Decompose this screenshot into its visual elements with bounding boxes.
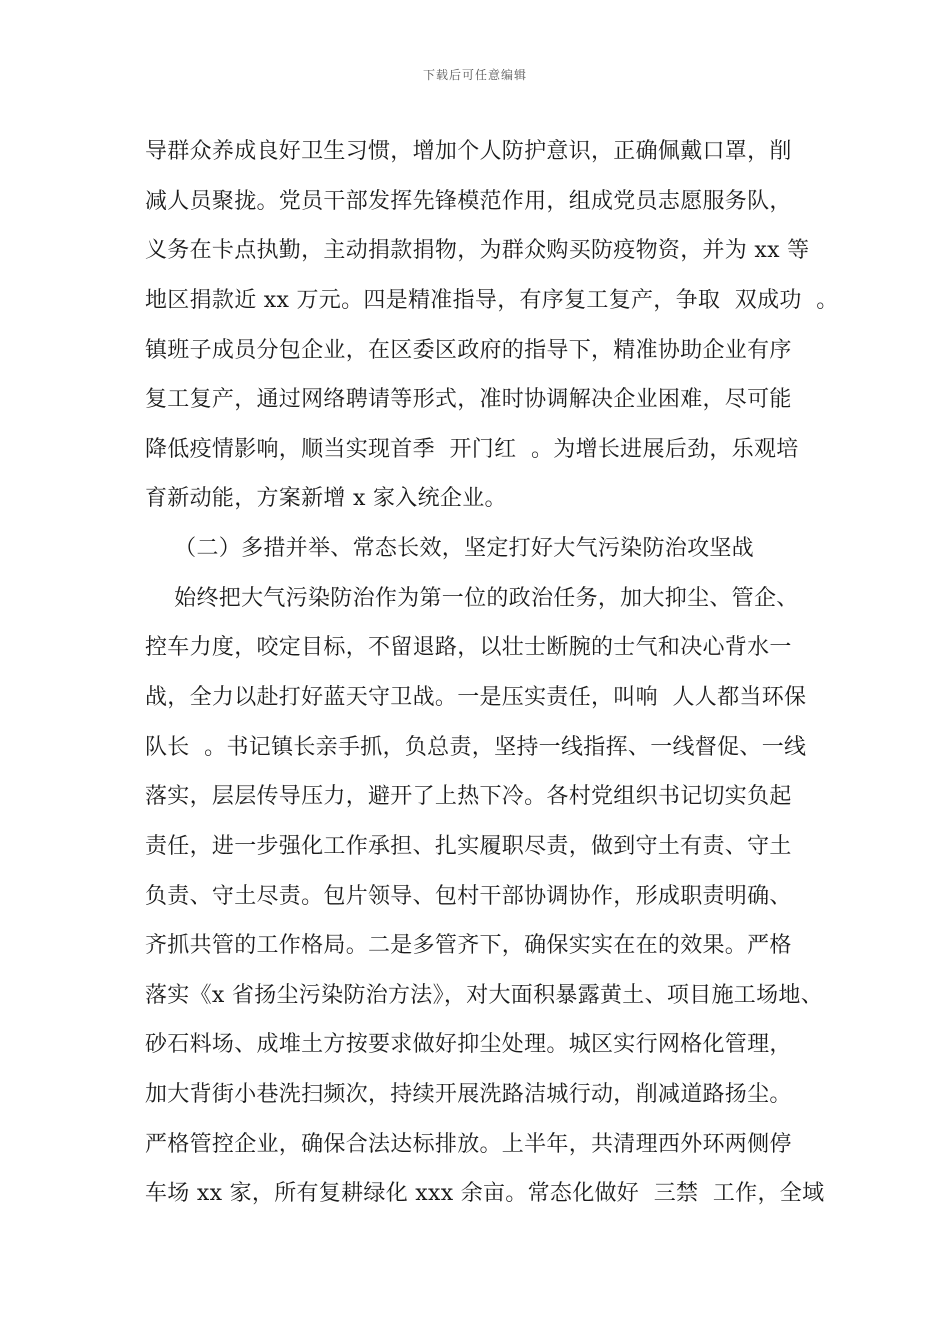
section-heading: （二）多措并举、常态长效，坚定打好大气污染防治攻坚战 [145, 536, 754, 561]
body-line: 负责、守土尽责。包片领导、包村干部协调协作，形成职责明确、 [145, 884, 792, 909]
body-line: 落实，层层传导压力，避开了上热下冷。各村党组织书记切实负起 [145, 784, 792, 809]
page-header: 下载后可任意编辑 [422, 68, 527, 82]
body-line: 育新动能，方案新增 x 家入统企业。 [145, 486, 507, 511]
body-line: 齐抓共管的工作格局。二是多管齐下，确保实实在在的效果。严格 [145, 933, 792, 958]
body-line: 加大背街小巷洗扫频次，持续开展洗路洁城行动，削减道路扬尘。 [145, 1082, 792, 1107]
body-line: 义务在卡点执勤，主动捐款捐物，为群众购买防疫物资，并为 xx 等 [145, 238, 810, 263]
body-line: 导群众养成良好卫生习惯，增加个人防护意识，正确佩戴口罩，削 [145, 139, 792, 164]
body-line: 地区捐款近 xx 万元。四是精准指导，有序复工复产，争取 双成功 。 [145, 288, 839, 313]
body-line: 控车力度，咬定目标，不留退路，以壮士断腕的士气和决心背水一 [145, 635, 792, 660]
body-line: 车场 xx 家，所有复耕绿化 xxx 余亩。常态化做好 三禁 工作，全域 [145, 1181, 825, 1206]
body-line: 复工复产，通过网络聘请等形式，准时协调解决企业困难，尽可能 [145, 387, 792, 412]
body-line: 战，全力以赴打好蓝天守卫战。一是压实责任，叫响 人人都当环保 [145, 685, 807, 710]
body-line: 严格管控企业，确保合法达标排放。上半年，共清理西外环两侧停 [145, 1132, 792, 1157]
body-line: 落实《x 省扬尘污染防治方法》，对大面积暴露黄土、项目施工场地、 [145, 983, 824, 1008]
body-line: 镇班子成员分包企业，在区委区政府的指导下，精准协助企业有序 [145, 338, 792, 363]
body-line: 降低疫情影响，顺当实现首季 开门红 。为增长进展后劲，乐观培 [145, 437, 799, 462]
body-line: 砂石料场、成堆土方按要求做好抑尘处理。城区实行网格化管理， [145, 1032, 792, 1057]
body-line: 队长 。书记镇长亲手抓，负总责，坚持一线指挥、一线督促、一线 [145, 735, 807, 760]
body-line: 减人员聚拢。党员干部发挥先锋模范作用，组成党员志愿服务队， [145, 189, 792, 214]
body-line: 责任，进一步强化工作承担、扎实履职尽责，做到守土有责、守土 [145, 834, 792, 859]
body-line: 始终把大气污染防治作为第一位的政治任务，加大抑尘、管企、 [145, 586, 799, 611]
